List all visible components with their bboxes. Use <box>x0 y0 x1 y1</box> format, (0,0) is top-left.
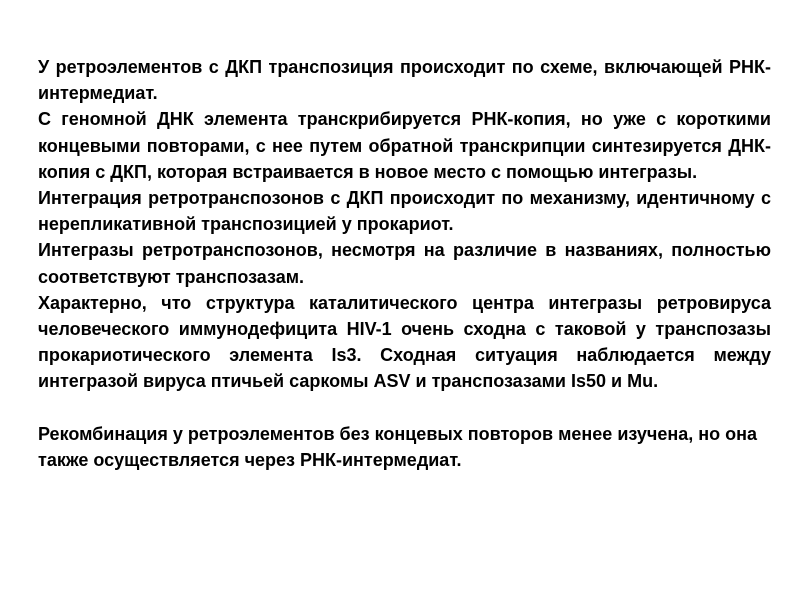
paragraph-ltr-transposition: У ретроэлементов с ДКП транспозиция происходит по схеме, включающей РНК-интермедиат. <box>38 57 771 104</box>
main-text <box>38 54 771 473</box>
paragraph-rna-copy: С геномной ДНК элемента транскрибируется РНК-копия, но уже с короткими концевыми повторами, с нее путем обратной транскрипции синтезируется ДНК-копия с ДКП, которая встраивается в новое место с помощью интегразы. <box>38 109 771 182</box>
paragraph-integration-mechanism: Интеграция ретротранспозонов с ДКП происходит по механизму, идентичному с нерепликативной транспозицией у прокариот. <box>38 188 771 235</box>
paragraph-integrases: Интегразы ретротранспозонов, несмотря на различие в названиях, полностью соответствуют транспозазам. <box>38 240 771 287</box>
paragraph-catalytic-center: Характерно, что структура каталитического центра интегразы ретровируса человеческого иммунодефицита HIV-1 очень сходна с таковой у транспозазы прокариотического элемента Is3. Сходная ситуация наблюдается между интегразой вируса птичьей саркомы ASV и транспозазами Is50 и Mu. <box>38 292 771 392</box>
paragraph-recombination: Рекомбинация у ретроэлементов без концевых повторов менее изучена, но она также осуществляется через РНК-интермедиат. <box>38 423 757 470</box>
paragraph-spacer <box>38 395 771 421</box>
